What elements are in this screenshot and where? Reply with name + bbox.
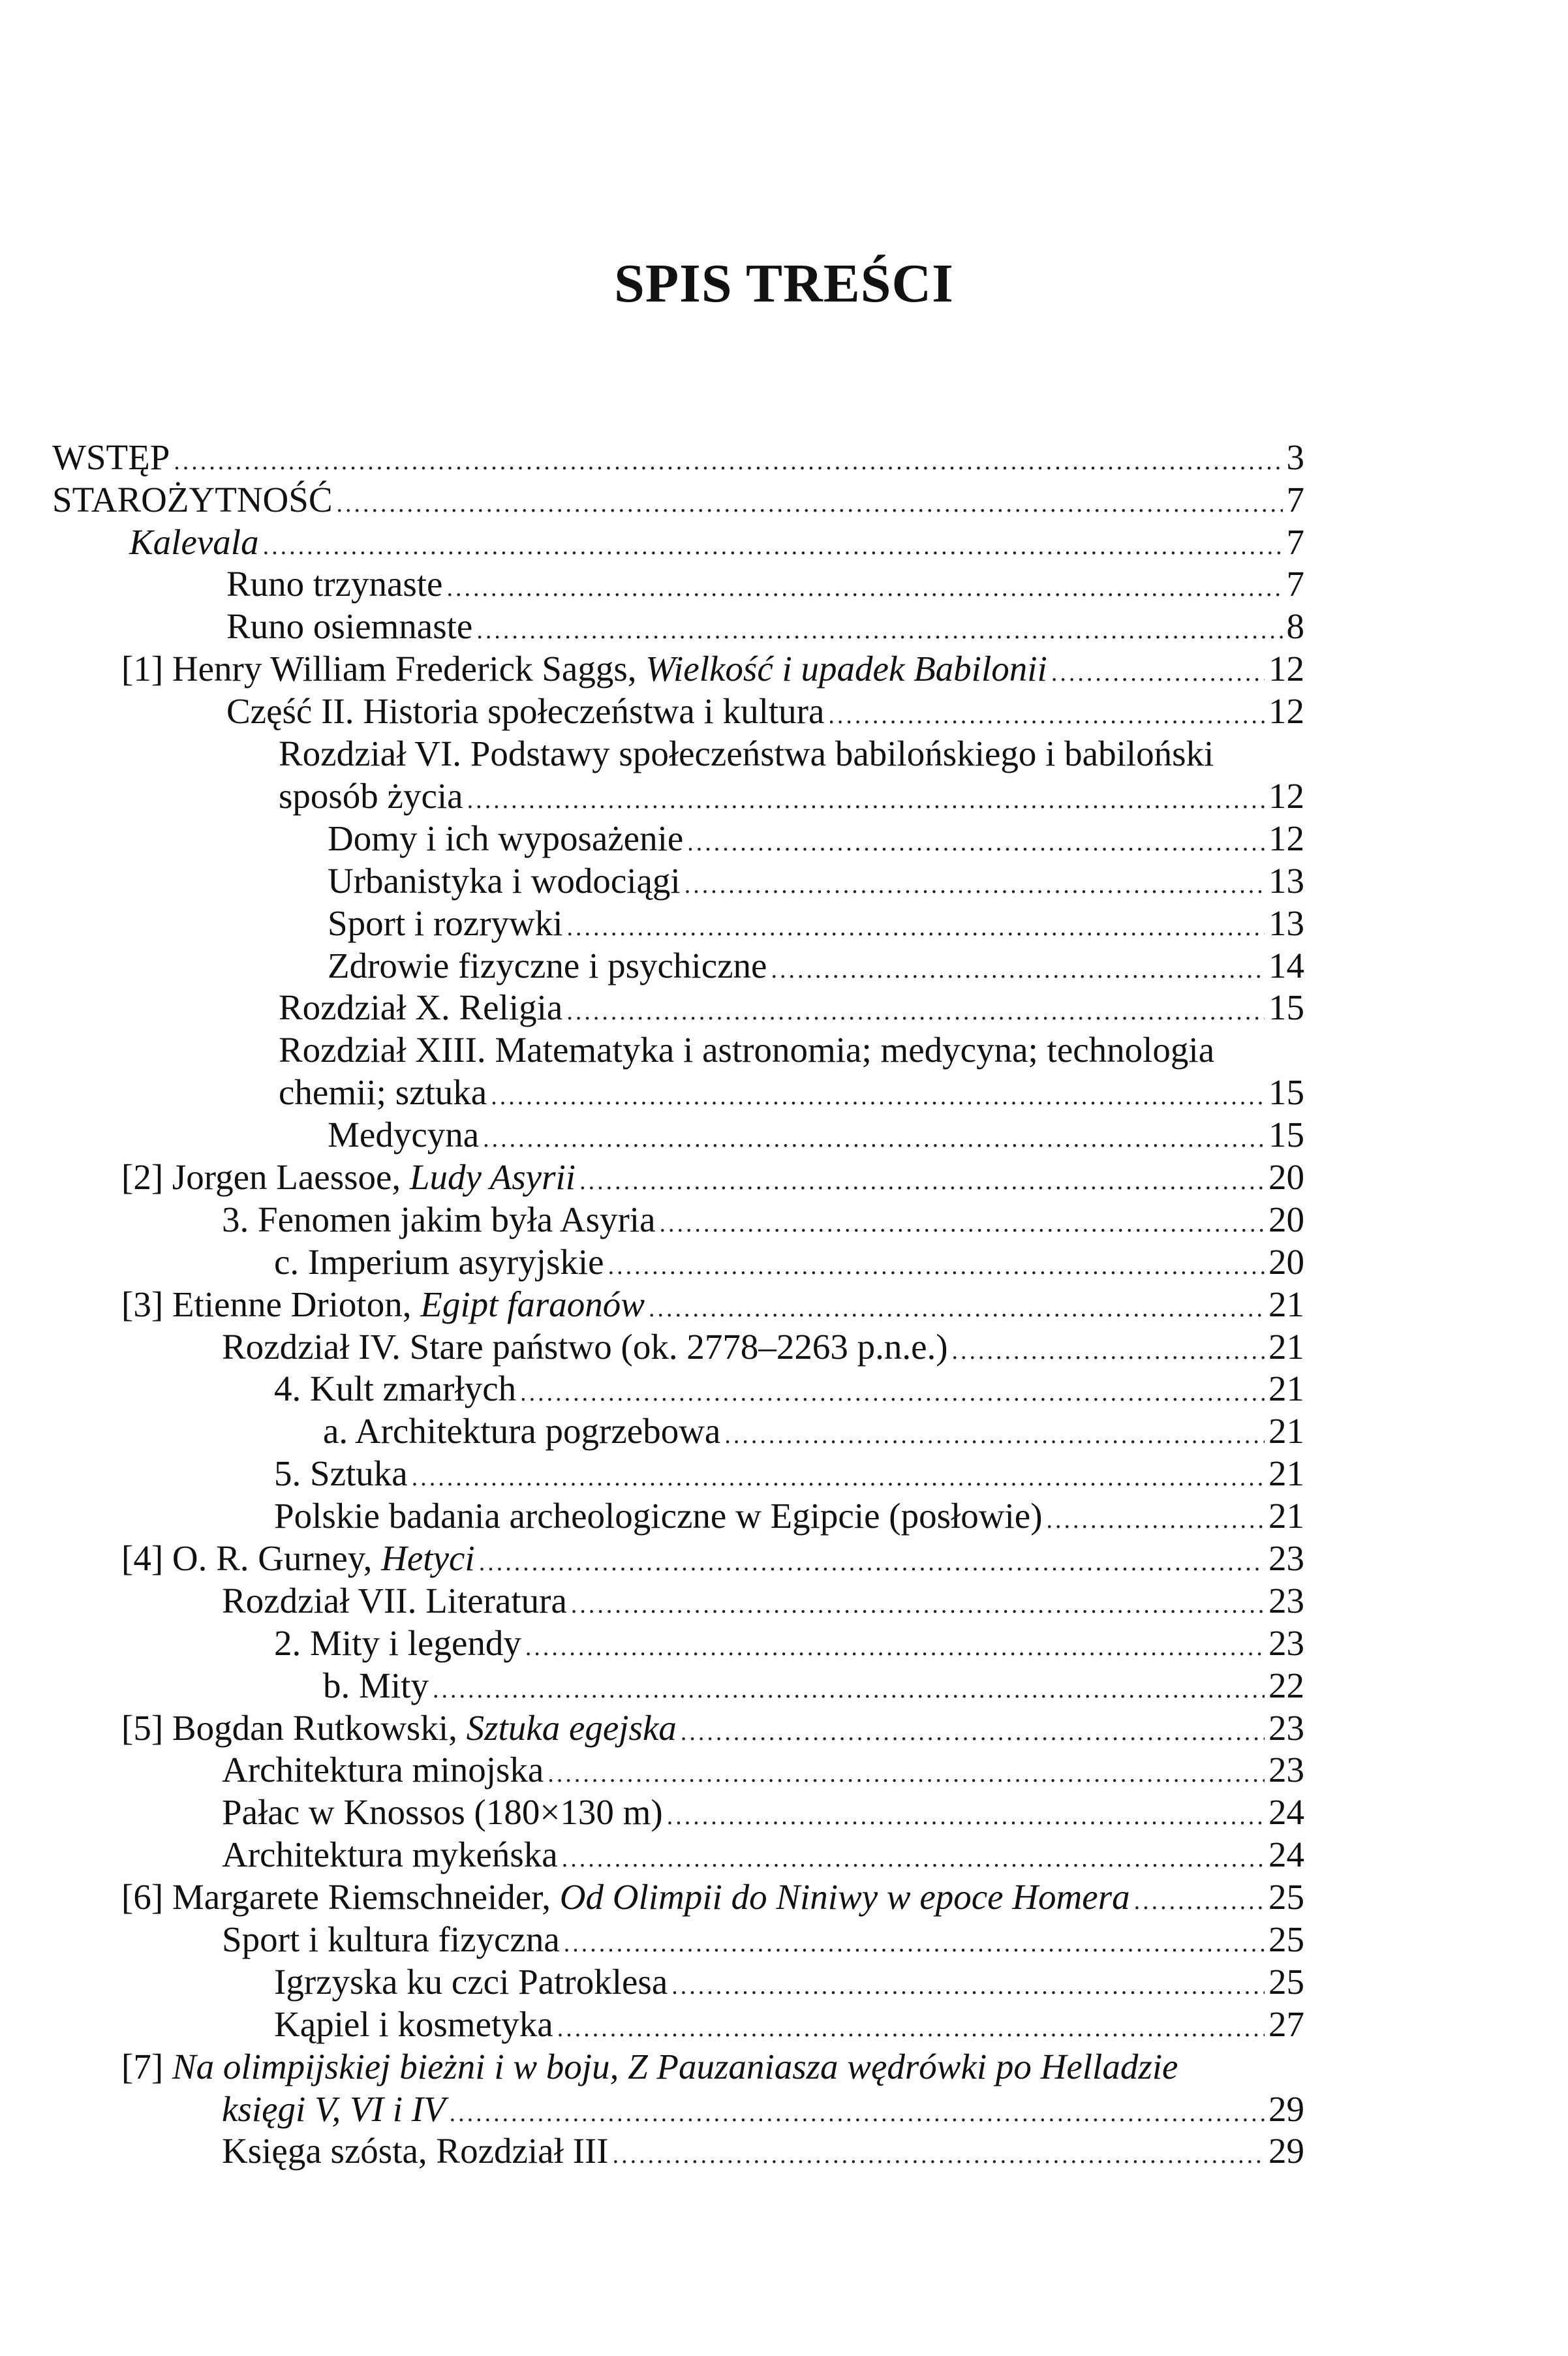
toc-page-number: 8 [1286,606,1304,646]
toc-page-number: 7 [1286,522,1304,562]
toc-page-number: 21 [1268,1369,1304,1408]
leader-dots [579,1160,1265,1203]
toc-entry [274,1452,1304,1499]
toc-entry [222,2088,1304,2135]
toc-entry-label: Runo osiemnaste [226,606,473,646]
author-text: [4] O. R. Gurney, [121,1538,382,1578]
toc-entry [222,1748,1304,1795]
leader-dots [671,1964,1265,2007]
toc-entry [222,1325,1304,1372]
toc-entry [274,2003,1304,2050]
leader-dots [547,1752,1265,1795]
toc-entry-label: 3. Fenomen jakim była Asyria [222,1200,656,1239]
toc-page-number: 15 [1268,987,1304,1027]
leader-dots [491,1075,1265,1118]
toc-page-number: 29 [1268,2131,1304,2171]
leader-dots [667,1795,1265,1838]
leader-dots [566,990,1265,1033]
toc-page-number: 20 [1268,1242,1304,1282]
toc-page-number: 27 [1268,2004,1304,2044]
toc-entry [328,1113,1304,1160]
toc-entry-label: Zdrowie fizyczne i psychiczne [328,946,767,985]
leader-dots [828,694,1265,737]
toc-page-number: 23 [1268,1538,1304,1578]
toc-page-number: 12 [1268,691,1304,731]
toc-entry [222,1791,1304,1838]
leader-dots [476,609,1282,652]
leader-dots [649,1287,1265,1330]
book-title: Wielkość i upadek Babilonii [645,649,1047,689]
toc-entry [121,1283,1304,1330]
toc-entry [52,436,1304,483]
toc-entry-label: WSTĘP [52,437,170,477]
toc-entry [121,1156,1304,1203]
toc-entry [274,1622,1304,1669]
toc-entry [121,1707,1304,1754]
leader-dots [681,1711,1265,1754]
toc-entry-label: Medycyna [328,1115,480,1155]
toc-entry [279,1071,1304,1118]
toc-page-number: 24 [1268,1792,1304,1832]
leader-dots [337,482,1283,525]
book-title: Egipt faraonów [420,1284,645,1324]
leader-dots [446,566,1282,610]
leader-dots [771,948,1265,991]
leader-dots [450,2092,1265,2135]
toc-entry-label: Pałac w Knossos (180×130 m) [222,1792,663,1832]
leader-dots [483,1117,1265,1160]
leader-dots [479,1541,1265,1584]
leader-dots [520,1371,1265,1414]
leader-dots [724,1414,1265,1457]
toc-entry [328,817,1304,864]
toc-page-number: 20 [1268,1200,1304,1239]
toc-entry-label: Część II. Historia społeczeństwa i kultura [226,691,825,731]
toc-page-number: 12 [1268,776,1304,816]
toc-page-number: 24 [1268,1835,1304,1874]
toc-page-number: 15 [1268,1072,1304,1112]
book-title: Ludy Asyrii [409,1157,576,1197]
entry-number: [7] [121,2047,172,2086]
toc-page-number: 25 [1268,1962,1304,2002]
leader-dots [412,1456,1265,1499]
toc-entry [226,563,1304,610]
toc-entry [222,1918,1304,1965]
toc-page-number: 15 [1268,1115,1304,1155]
toc-entry-label: Kąpiel i kosmetyka [274,2004,553,2044]
toc-entry-label [121,647,1047,690]
leader-dots [567,906,1265,949]
toc-entry-label [121,1156,576,1199]
toc-entry [274,1241,1304,1288]
toc-page-number: 7 [1286,564,1304,604]
toc-page-number: 23 [1268,1750,1304,1790]
toc-entry [222,1579,1304,1626]
toc-page-number: 23 [1268,1623,1304,1663]
toc-page-number: 21 [1268,1327,1304,1367]
leader-dots [1134,1880,1265,1923]
toc-entry-first-line: Rozdział VI. Podstawy społeczeństwa babilońskiego i babiloński [279,734,1214,773]
toc-entry-label: sposób życia [279,776,463,816]
leader-dots [525,1626,1265,1669]
toc-page-number: 12 [1268,649,1304,689]
leader-dots [174,440,1282,483]
toc-entry [222,1833,1304,1880]
leader-dots [1051,651,1265,694]
toc-page-number: 25 [1268,1919,1304,1959]
leader-dots [564,1922,1265,1965]
toc-entry-label: Sport i kultura fizyczna [222,1919,560,1959]
toc-entry [328,944,1304,991]
toc-entry [328,860,1304,907]
toc-entry-label: Rozdział VII. Literatura [222,1581,567,1620]
author-text: [2] Jorgen Laessoe, [121,1157,410,1197]
toc-page-number: 23 [1268,1708,1304,1748]
toc-page-number: 23 [1268,1581,1304,1620]
toc-page-number: 20 [1268,1157,1304,1197]
toc-page-number: 3 [1286,437,1304,477]
leader-dots [687,821,1265,864]
toc-entry-label: Księga szósta, Rozdział III [222,2131,609,2171]
toc-entry [328,902,1304,949]
toc-entry-label: Kalevala [129,522,259,562]
toc-entry [279,986,1304,1033]
toc-entry-label: a. Architektura pogrzebowa [323,1411,721,1451]
toc-entry-label: 5. Sztuka [274,1453,408,1493]
toc-entry-label: księgi V, VI i IV [222,2089,446,2129]
toc-entry [274,1495,1304,1542]
toc-entry-label: Rozdział IV. Stare państwo (ok. 2778–2263 p.n.e.) [222,1327,948,1367]
toc-page-number: 29 [1268,2089,1304,2129]
book-title: Od Olimpii do Niniwy w epoce Homera [559,1877,1130,1917]
leader-dots [684,863,1265,907]
toc-entry [121,1537,1304,1584]
leader-dots [613,2133,1265,2177]
toc-entry [129,521,1304,568]
toc-entry [222,2130,1304,2177]
toc-entry-label [121,1537,475,1580]
toc-entry-label: Rozdział X. Religia [279,987,563,1027]
book-title: Sztuka egejska [466,1708,677,1748]
toc-entry-label: 4. Kult zmarłych [274,1369,517,1408]
leader-dots [608,1245,1265,1288]
toc-entry-label: chemii; sztuka [279,1072,487,1112]
toc-entry-label: c. Imperium asyryjskie [274,1242,604,1282]
toc-entry-label [121,1283,645,1326]
toc-entry [222,1198,1304,1245]
toc-entry-label [121,1876,1130,1919]
toc-page-number: 13 [1268,861,1304,901]
author-text: [6] Margarete Riemschneider, [121,1877,560,1917]
toc-page-number: 25 [1268,1877,1304,1917]
toc-entry-label: Urbanistyka i wodociągi [328,861,681,901]
toc-entry-label: Architektura mykeńska [222,1835,558,1874]
toc-entry-first-line: Rozdział XIII. Matematyka i astronomia; medycyna; technologia [279,1030,1215,1070]
leader-dots [557,2007,1265,2050]
leader-dots [263,525,1283,568]
toc-entry [121,647,1304,694]
leader-dots [1047,1498,1265,1542]
toc-entry [323,1664,1304,1711]
toc-entry [121,1876,1304,1923]
toc-page-number: 14 [1268,946,1304,985]
leader-dots [467,779,1265,822]
toc-entry-label: Architektura minojska [222,1750,544,1790]
toc-page-number: 21 [1268,1284,1304,1324]
toc-entry [323,1410,1304,1457]
toc-page-number: 21 [1268,1453,1304,1493]
leader-dots [952,1329,1265,1372]
toc-entry-label: STAROŻYTNOŚĆ [52,480,333,519]
toc-entry [226,690,1304,737]
toc-entry [279,775,1304,822]
toc-entry [52,478,1304,525]
author-text: [3] Etienne Drioton, [121,1284,421,1324]
toc-page-number: 13 [1268,903,1304,943]
toc-page-number: 7 [1286,480,1304,519]
toc-entry [226,605,1304,652]
toc-entry [274,1961,1304,2007]
toc-page-number: 22 [1268,1666,1304,1705]
toc-entry-label [121,1707,677,1750]
toc-entry-label: b. Mity [323,1666,429,1705]
leader-dots [433,1668,1265,1711]
author-text: [1] Henry William Frederick Saggs, [121,649,646,689]
author-text: [5] Bogdan Rutkowski, [121,1708,467,1748]
toc-entry-label: 2. Mity i legendy [274,1623,521,1663]
toc-entry-label: Igrzyska ku czci Patroklesa [274,1962,668,2002]
toc-entry-first-line [121,2045,1178,2088]
book-title: Na olimpijskiej bieżni i w boju, Z Pauzaniasza wędrówki po Helladzie [172,2047,1178,2086]
leader-dots [571,1583,1265,1626]
toc-entry-label: Domy i ich wyposażenie [328,818,684,858]
book-title: Hetyci [381,1538,475,1578]
toc-page-number: 12 [1268,818,1304,858]
leader-dots [660,1202,1265,1245]
toc-entry-label: Runo trzynaste [226,564,443,604]
toc-entry-label: Sport i rozrywki [328,903,563,943]
toc-page-number: 21 [1268,1496,1304,1536]
toc-entry-label: Polskie badania archeologiczne w Egipcie (posłowie) [274,1496,1043,1536]
toc-entry [274,1367,1304,1414]
leader-dots [562,1837,1265,1880]
toc-page-number: 21 [1268,1411,1304,1451]
page-title: SPIS TREŚCI [614,253,954,314]
